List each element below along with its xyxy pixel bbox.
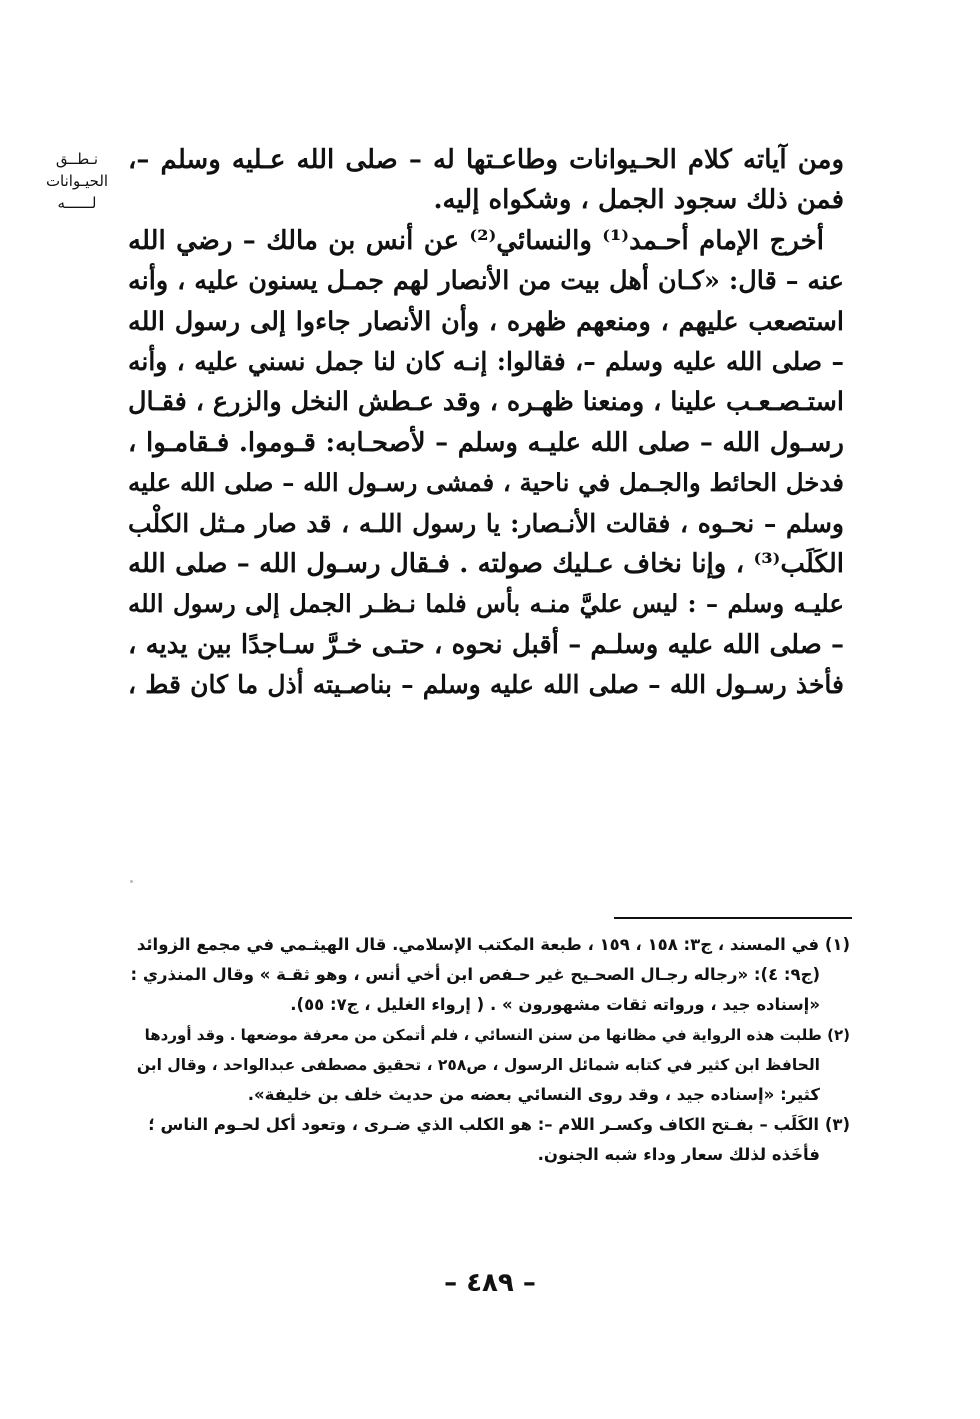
text-line: عنه – قال: «كـان أهل بيت من الأنصار لهم جمـل يسنون عليه ، وأنه [128, 266, 844, 297]
footnote-1-line: (ج٩: ٤): «رجاله رجـال الصحـيح غير حـفص ابن أخي أنس ، وهو ثقـة » وقال المنذري : [130, 965, 820, 984]
footnote-2-line: الحافظ ابن كثير في كتابه شمائل الرسول ، ص٢٥٨ ، تحقيق مصطفى عبدالواحد ، وقال ابن [136, 1056, 820, 1074]
margin-note [22, 148, 132, 214]
text-line: أخرج الإمام أحـمد⁽¹⁾ والنسائي⁽²⁾ عن أنس بن مالك – رضي الله [128, 225, 824, 256]
text-line: استصعب عليهم ، ومنعهم ظهره ، وأن الأنصار جاءوا إلى رسول الله [128, 306, 844, 337]
footnotes [128, 930, 850, 1170]
footnote-3-line: فأخَذه لذلك سعار وداء شبه الجنون. [537, 1145, 820, 1164]
main-text [128, 140, 844, 706]
text-line: الكَلَب⁽³⁾ ، وإنا نخاف عـليك صولته . فـقال رسـول الله – صلى الله [128, 549, 844, 580]
footnote-divider [614, 917, 852, 919]
footnote-3-line: (٣) الكَلَب – بفـتح الكاف وكسـر اللام –: هو الكلب الذي ضـرى ، وتعود أكل لحـوم الناس ؛ [148, 1115, 850, 1134]
text-line: – صلى الله عليه وسلـم – أقبل نحوه ، حتـى خـرَّ سـاجدًا بين يديه ، [128, 629, 844, 660]
text-line: فأخذ رسـول الله – صلى الله عليه وسلم – بناصـيته أذل ما كان قط ، [128, 670, 844, 700]
margin-note-line: الحيـوانات [45, 172, 109, 190]
footnote-2-line: (٢) طلبت هذه الرواية في مظانها من سنن النسائي ، فلم أتمكن من معرفة موضعها . وقد أوردها [144, 1026, 850, 1044]
text-line: – صلى الله عليه وسلم –، فقالوا: إنـه كان لنا جمل نسني عليه ، وأنه [128, 347, 844, 377]
footnote-1-line: (١) في المسند ، ج٣: ١٥٨ ، ١٥٩ ، طبعة المكتب الإسلامي. قال الهيثـمي في مجمع الزوائد [136, 935, 850, 954]
text-line: عليـه وسلم – : ليس عليَّ منـه بأس فلما نـظـر الجمل إلى رسول الله [128, 589, 844, 619]
footnote-1-line: «إسناده جيد ، ورواته ثقات مشهورون » . ( إرواء الغليل ، ج٧: ٥٥). [290, 995, 820, 1014]
text-line: فمن ذلك سجود الجمل ، وشكواه إليه. [433, 185, 844, 216]
footnote-2-line: كثير: «إسناده جيد ، وقد روى النسائي بعضه من حديث خلف بن خليفة». [247, 1085, 820, 1104]
text-line: رسـول الله – صلى الله عليـه وسلم – لأصحـابه: قـوموا. فـقامـوا ، [128, 427, 844, 458]
text-line: ومن آياته كلام الحـيوانات وطاعـتها له – صلى الله عـليه وسلم –، [128, 145, 844, 175]
margin-note-line: لــــــه [57, 194, 97, 212]
margin-note-line: نـطــق [55, 150, 99, 168]
stray-mark [130, 880, 133, 883]
text-line: استـصـعـب علينا ، ومنعنا ظهـره ، وقد عـطش النخل والزرع ، فقـال [128, 387, 844, 418]
text-line: وسلم – نحـوه ، فقالت الأنـصار: يا رسول اللـه ، قد صار مـثل الكلْب [128, 508, 844, 538]
page-number: – ٤٨٩ – [444, 1268, 536, 1298]
text-line: فدخل الحائط والجـمل في ناحية ، فمشى رسـول الله – صلى الله عليه [128, 468, 844, 498]
